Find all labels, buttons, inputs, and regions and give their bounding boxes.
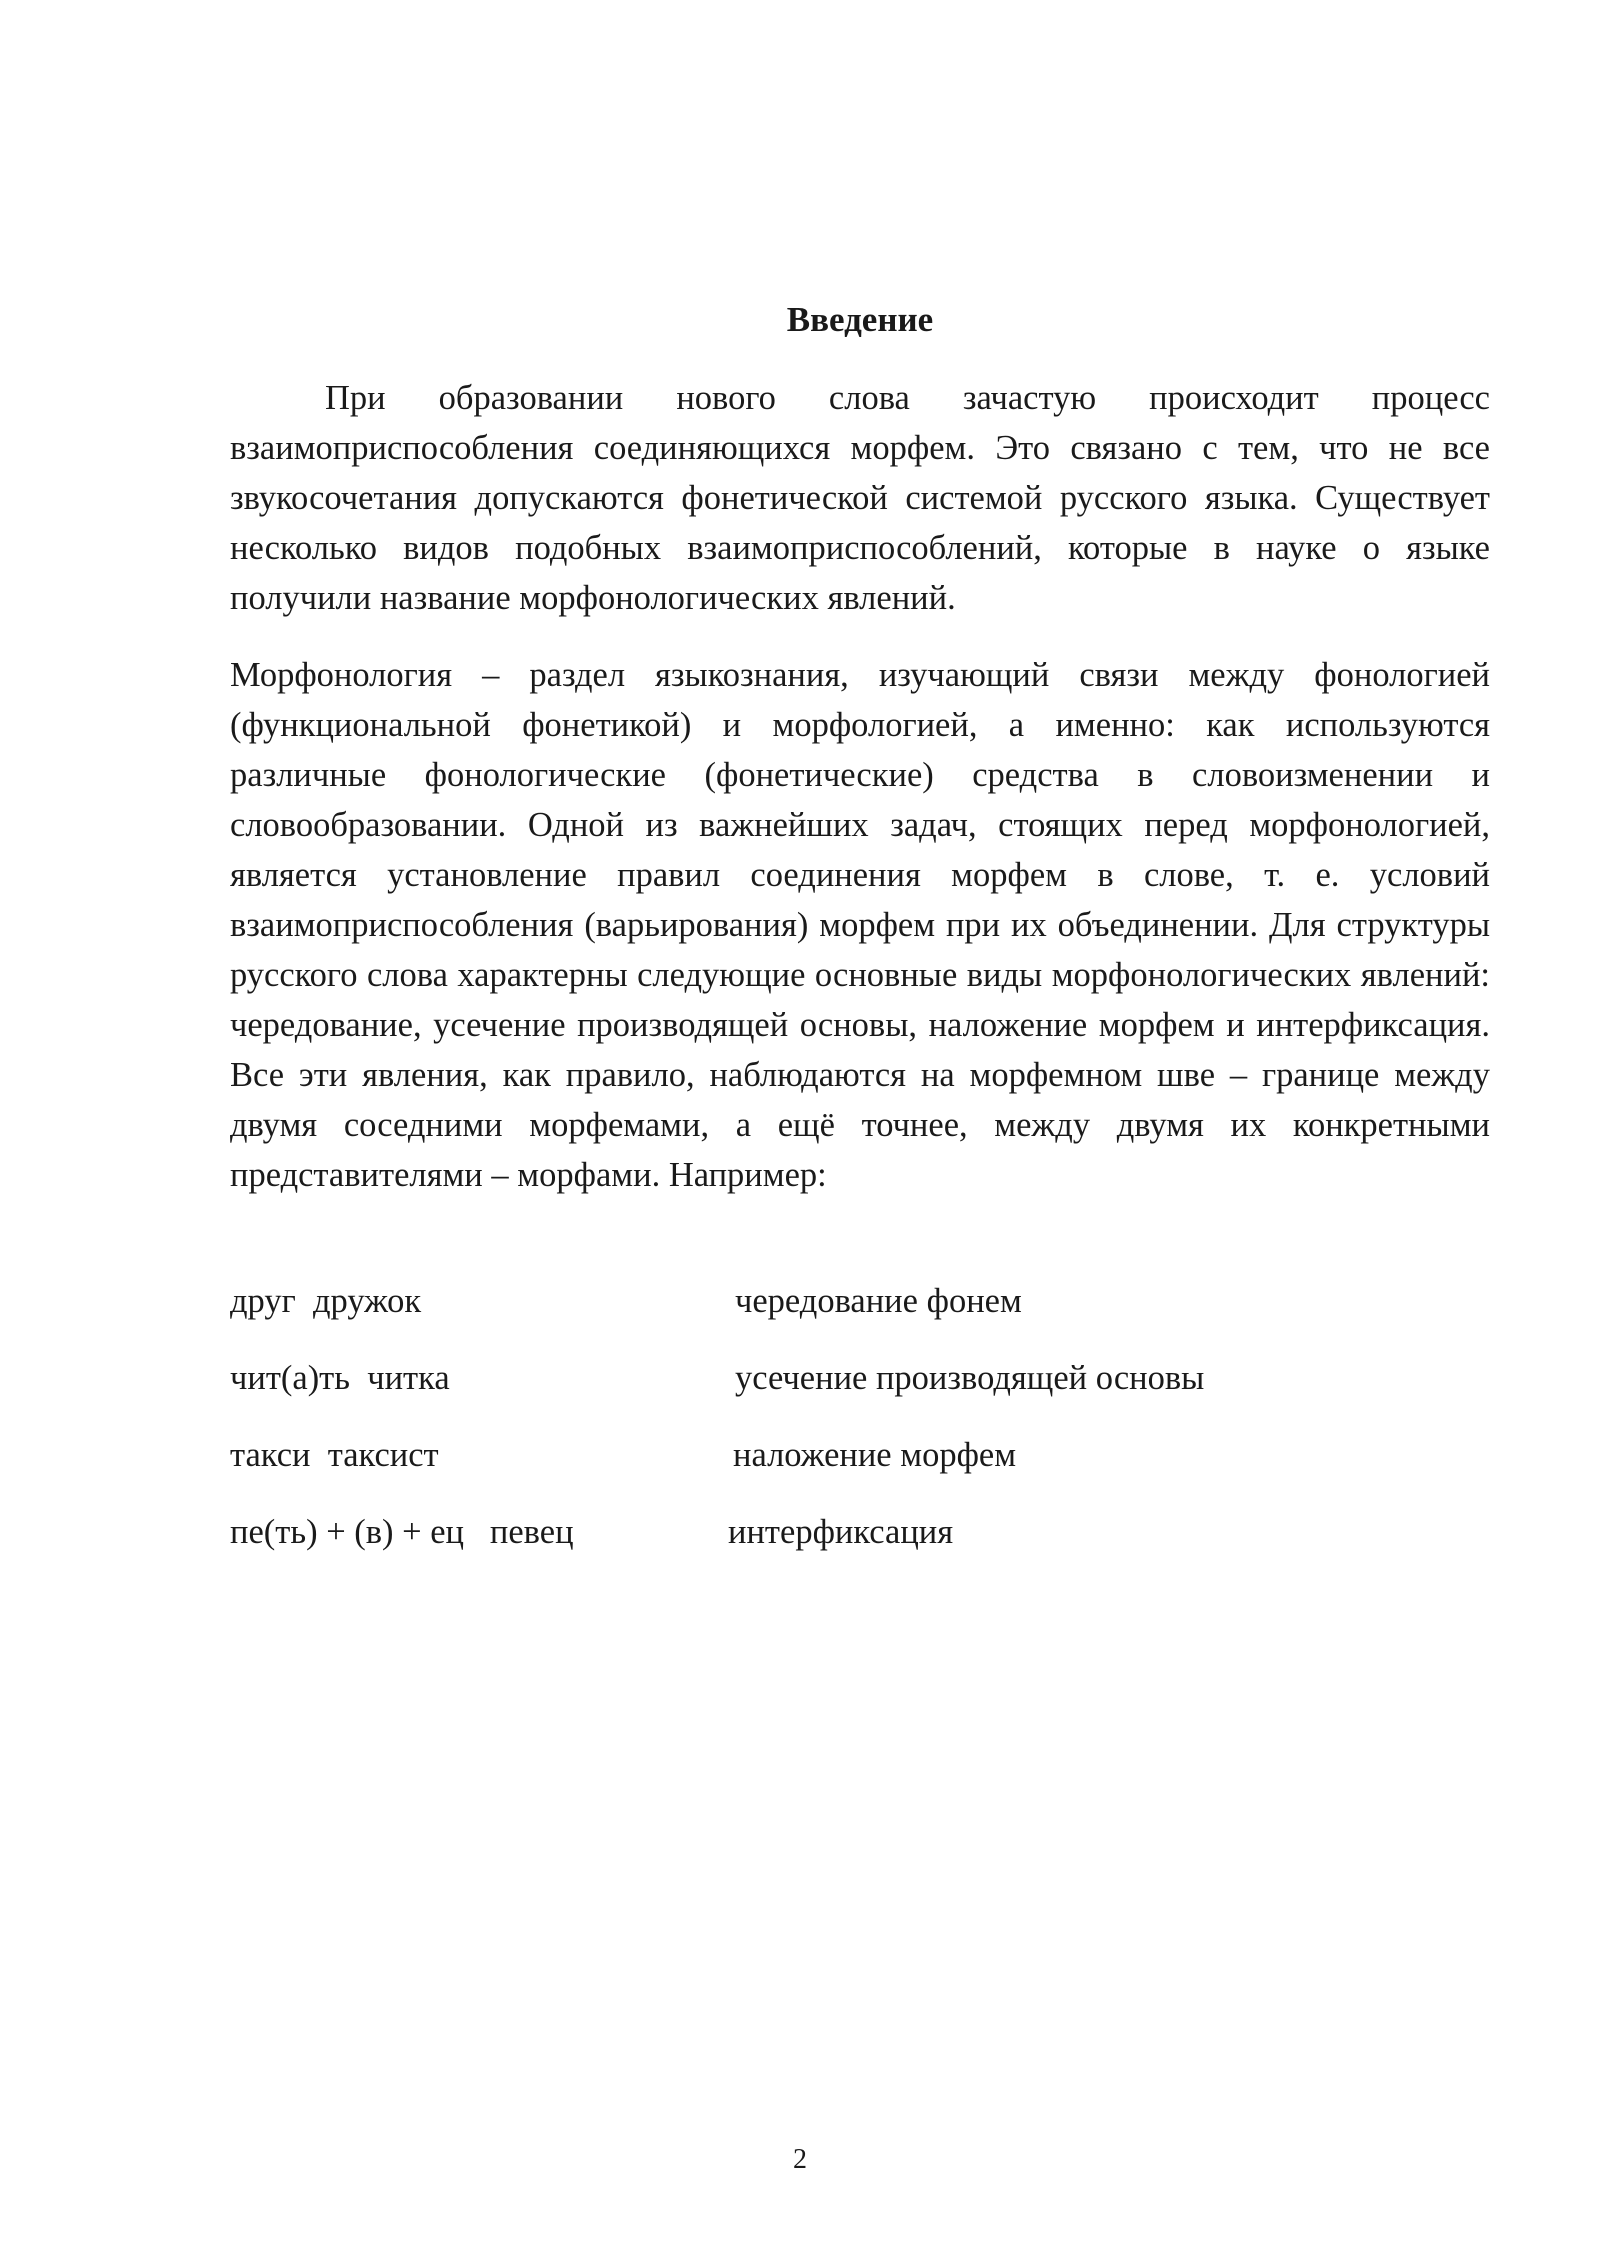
example-phenomenon: усечение производящей основы: [735, 1359, 1205, 1397]
example-words: пе(ть) + (в) + ец певец: [230, 1513, 574, 1551]
page-number: 2: [793, 2144, 807, 2175]
example-phenomenon: чередование фонем: [735, 1282, 1022, 1320]
example-row: [230, 1353, 1490, 1403]
example-phenomenon: интерфиксация: [728, 1513, 954, 1551]
example-row: [230, 1430, 1490, 1480]
example-row: [230, 1276, 1490, 1326]
example-row: [230, 1507, 1490, 1557]
example-words: чит(а)ть читка: [230, 1359, 450, 1397]
paragraph-intro: При образовании нового слова зачастую происходит процесс взаимоприспособления соединяющихся морфем. Это связано с тем, что не все звукосочетания допускаются фонетической системой русского языка. Существует несколько видов подобных взаимоприспособлений, которые в науке о языке получили название морфонологических явлений.: [230, 379, 1490, 617]
example-words: друг дружок: [230, 1282, 422, 1320]
example-words: такси таксист: [230, 1436, 439, 1474]
paragraph-morphonology: Морфонология – раздел языкознания, изучающий связи между фонологией (функциональной фонетикой) и морфологией, а именно: как используются различные фонологические (фонетические) средства в словоизменении и словообразовании. Одной из важнейших задач, стоящих перед морфонологией, является установление правил соединения морфем в слове, т. е. условий взаимоприспособления (варьирования) морфем при их объединении. Для структуры русского слова характерны следующие основные виды морфонологических явлений: чередование, усечение производящей основы, наложение морфем и интерфиксация. Все эти явления, как правило, наблюдаются на морфемном шве – границе между двумя соседними морфемами, а ещё точнее, между двумя их конкретными представителями – морфами. Например:: [230, 656, 1490, 1194]
example-phenomenon: наложение морфем: [733, 1436, 1017, 1474]
page-title: Введение: [786, 300, 934, 339]
